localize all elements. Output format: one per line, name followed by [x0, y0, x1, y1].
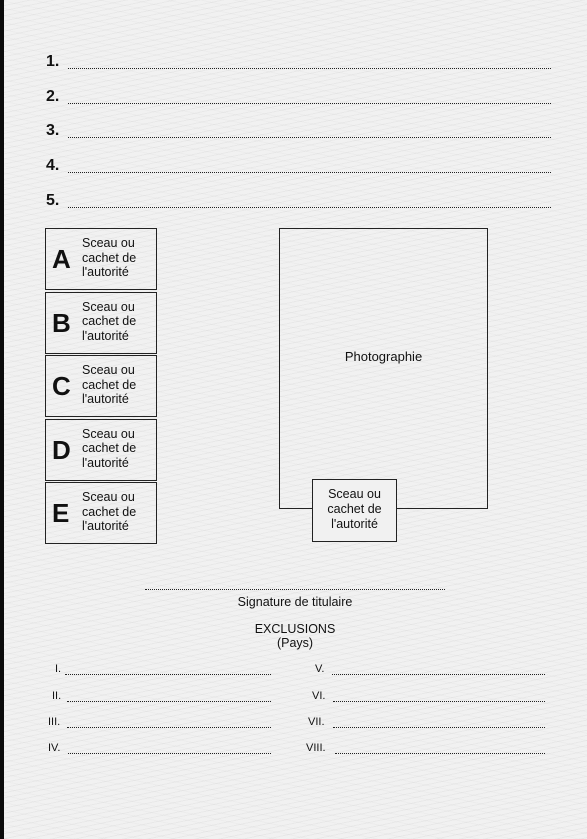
stamp-text-line: cachet de [82, 250, 137, 265]
exclusions-title: EXCLUSIONS [254, 622, 336, 636]
exclusions-subtitle: (Pays) [276, 636, 314, 650]
stamp-text-line: l'autorité [82, 328, 129, 343]
seal-text-line: Sceau ou [328, 487, 381, 501]
numbered-line-1 [46, 52, 551, 72]
stamp-text-line: Sceau ou [82, 363, 135, 377]
seal-text-line: cachet de [327, 502, 382, 516]
stamp-text-line: cachet de [82, 504, 137, 519]
exclusion-row-3 [48, 714, 271, 730]
exclusion-row-7 [308, 714, 545, 730]
dotted-line [335, 753, 545, 754]
numbered-line-4 [46, 156, 551, 176]
dotted-line [333, 727, 545, 728]
numbered-line-5 [46, 191, 551, 211]
dotted-line [67, 727, 271, 728]
stamp-box-e [45, 482, 157, 544]
stamp-text [82, 427, 150, 471]
stamp-text-line: cachet de [82, 314, 137, 328]
stamp-letter: A [52, 244, 71, 274]
exclusion-row-2 [52, 688, 271, 704]
exclusion-number: I. [55, 663, 62, 675]
stamp-box-c [45, 355, 157, 417]
dotted-line [68, 172, 551, 173]
stamp-text-line: Sceau ou [82, 490, 135, 504]
numbered-line-2 [46, 87, 551, 107]
dotted-line [67, 701, 271, 702]
dotted-line [68, 753, 271, 754]
stamp-text-line: Sceau ou [82, 236, 135, 250]
stamp-text-line: l'autorité [82, 519, 129, 533]
dotted-line [68, 103, 551, 104]
stamp-text [82, 236, 150, 280]
dotted-line [333, 701, 545, 702]
stamp-box-a [45, 228, 157, 290]
signature-line [145, 589, 445, 590]
exclusion-row-6 [312, 688, 545, 704]
exclusion-row-4 [48, 740, 271, 756]
stamp-text [82, 300, 150, 344]
stamp-text-line: cachet de [82, 377, 137, 392]
dotted-line [68, 137, 551, 138]
stamp-box-d [45, 419, 157, 481]
exclusion-row-5 [315, 661, 545, 677]
exclusions-heading [195, 622, 395, 650]
line-number: 5. [46, 192, 60, 209]
stamp-letter: C [52, 371, 71, 401]
dotted-line [65, 674, 271, 675]
line-number: 4. [46, 157, 60, 174]
line-number: 2. [46, 88, 60, 105]
line-number: 3. [46, 122, 60, 139]
stamp-text-line: l'autorité [82, 392, 129, 406]
numbered-line-3 [46, 121, 551, 141]
stamp-text-line: l'autorité [82, 455, 129, 470]
signature-label: Signature de titulaire [237, 595, 353, 609]
exclusion-number: VI. [312, 690, 326, 702]
stamp-text-line: cachet de [82, 441, 137, 455]
stamp-letter: B [52, 307, 71, 338]
document-page [4, 0, 587, 839]
exclusion-row-8 [306, 740, 545, 756]
stamp-text-line: l'autorité [82, 265, 129, 279]
stamp-text-line: Sceau ou [82, 426, 135, 441]
exclusion-row-1 [55, 661, 271, 677]
dotted-line [68, 68, 551, 69]
seal-text-line: l'autorité [331, 517, 378, 531]
exclusion-number: II. [52, 690, 62, 702]
photo-box [279, 228, 488, 509]
photo-seal-box [312, 479, 397, 542]
stamp-text [82, 490, 150, 534]
stamp-text [82, 363, 150, 407]
line-number: 1. [46, 53, 60, 70]
exclusion-number: III. [48, 716, 61, 728]
exclusion-number: VII. [308, 716, 325, 728]
exclusion-number: VIII. [306, 742, 326, 754]
photo-label: Photographie [344, 349, 423, 364]
stamp-letter: D [52, 434, 71, 465]
dotted-line [332, 674, 545, 675]
stamp-letter: E [52, 498, 70, 528]
dotted-line [68, 207, 551, 208]
exclusion-number: V. [315, 663, 325, 675]
stamp-column [45, 228, 157, 546]
stamp-box-b [45, 292, 157, 354]
stamp-text-line: Sceau ou [82, 299, 135, 314]
exclusion-number: IV. [48, 742, 61, 754]
